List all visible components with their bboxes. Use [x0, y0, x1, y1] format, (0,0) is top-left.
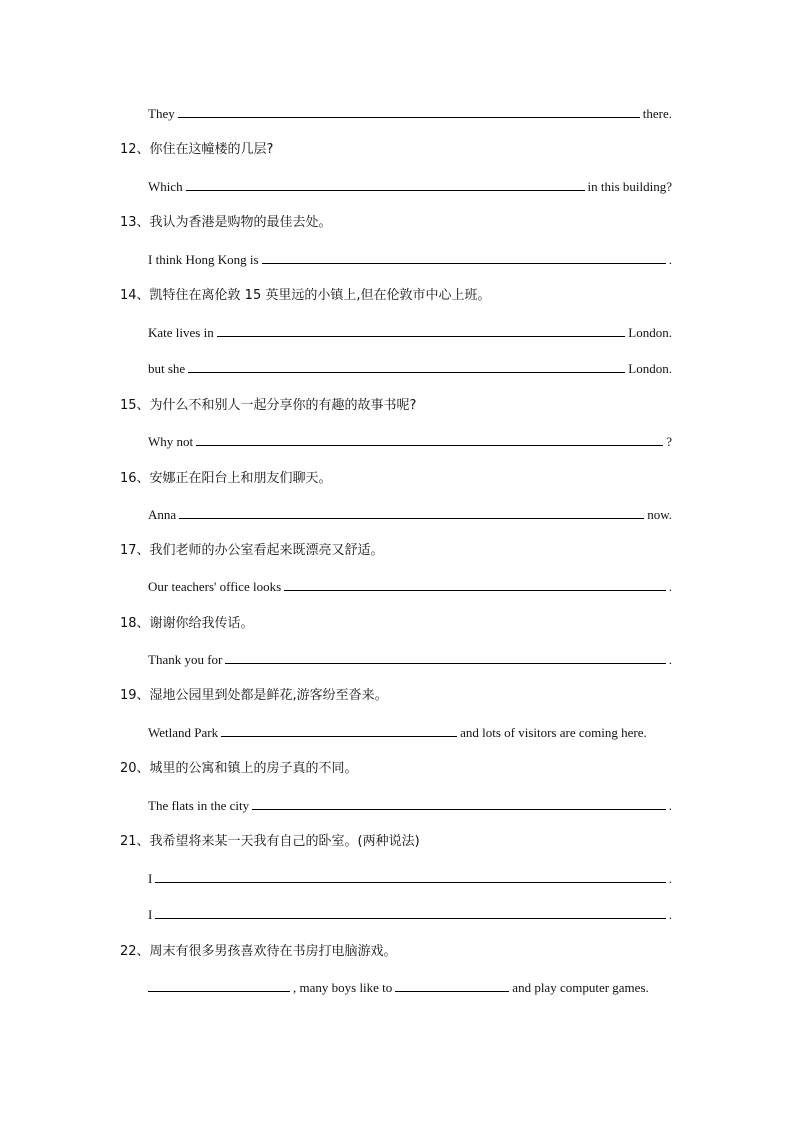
question-prompt-18: 18、谢谢你给我传话。: [120, 616, 254, 631]
question-prompt-15: 15、为什么不和别人一起分享你的有趣的故事书呢?: [120, 398, 417, 413]
answer-blank[interactable]: [221, 735, 457, 737]
answer-blank[interactable]: [252, 808, 666, 810]
question-prompt-22: 22、周末有很多男孩喜欢待在书房打电脑游戏。: [120, 944, 397, 959]
answer-text: Which: [148, 179, 183, 194]
answer-text: Our teachers' office looks: [148, 579, 282, 594]
answer-text: .: [668, 579, 672, 594]
answer-text: now.: [647, 507, 672, 522]
answer-line-12-1: [148, 175, 672, 195]
answer-blank[interactable]: [262, 262, 666, 264]
answer-line-18-1: [148, 648, 672, 668]
answer-text: .: [668, 252, 672, 267]
answer-text: .: [668, 871, 672, 886]
question-prompt-16: 16、安娜正在阳台上和朋友们聊天。: [120, 471, 332, 486]
answer-text: .: [668, 798, 672, 813]
answer-blank[interactable]: [284, 589, 666, 591]
answer-blank[interactable]: [155, 917, 665, 919]
question-prompt-12: 12、你住在这幢楼的几层?: [120, 142, 274, 157]
question-prompt-17: 17、我们老师的办公室看起来既漂亮又舒适。: [120, 543, 384, 558]
answer-text: They: [148, 106, 175, 121]
question-prompt-13: 13、我认为香港是购物的最佳去处。: [120, 215, 332, 230]
answer-text: I: [148, 907, 153, 922]
answer-line-14-2: [148, 357, 672, 377]
answer-text: Why not: [148, 434, 194, 449]
question-prompt-20: 20、城里的公寓和镇上的房子真的不同。: [120, 761, 358, 776]
answer-text: there.: [642, 106, 672, 121]
answer-text: ?: [666, 434, 672, 449]
answer-text: I: [148, 871, 153, 886]
answer-line-19-1: [148, 721, 672, 741]
answer-text: .: [668, 907, 672, 922]
answer-text: , many boys like to: [293, 980, 393, 995]
answer-blank[interactable]: [196, 444, 663, 446]
answer-line-14-1: [148, 321, 672, 341]
answer-line-13-1: [148, 248, 672, 268]
answer-text: The flats in the city: [148, 798, 250, 813]
answer-blank[interactable]: [188, 371, 625, 373]
answer-text: London.: [628, 361, 672, 376]
question-prompt-21: 21、我希望将来某一天我有自己的卧室。(两种说法): [120, 834, 420, 849]
answer-line-15-1: [148, 430, 672, 450]
answer-text: I think Hong Kong is: [148, 252, 259, 267]
answer-blank[interactable]: [148, 990, 290, 992]
answer-line-17-1: [148, 575, 672, 595]
answer-blank[interactable]: [179, 517, 644, 519]
answer-text: and lots of visitors are coming here.: [460, 725, 647, 740]
answer-text: and play computer games.: [512, 980, 649, 995]
answer-line-22-1: [148, 976, 672, 996]
answer-text: in this building?: [587, 179, 672, 194]
answer-text: but she: [148, 361, 186, 376]
answer-blank[interactable]: [225, 662, 665, 664]
answer-line-20-1: [148, 794, 672, 814]
answer-text: .: [668, 652, 672, 667]
answer-text: London.: [628, 325, 672, 340]
answer-line-21-1: [148, 867, 672, 887]
answer-line-16-1: [148, 503, 672, 523]
answer-text: Anna: [148, 507, 177, 522]
answer-text: Wetland Park: [148, 725, 219, 740]
answer-blank[interactable]: [395, 990, 509, 992]
answer-line-21-2: [148, 903, 672, 923]
answer-line-11-1: [148, 102, 672, 122]
question-prompt-19: 19、湿地公园里到处都是鲜花,游客纷至沓来。: [120, 688, 388, 703]
answer-blank[interactable]: [178, 116, 640, 118]
answer-blank[interactable]: [186, 189, 585, 191]
answer-blank[interactable]: [217, 335, 626, 337]
question-prompt-14: 14、凯特住在离伦敦 15 英里远的小镇上,但在伦敦市中心上班。: [120, 288, 491, 303]
answer-blank[interactable]: [155, 881, 665, 883]
answer-text: Thank you for: [148, 652, 223, 667]
answer-text: Kate lives in: [148, 325, 214, 340]
